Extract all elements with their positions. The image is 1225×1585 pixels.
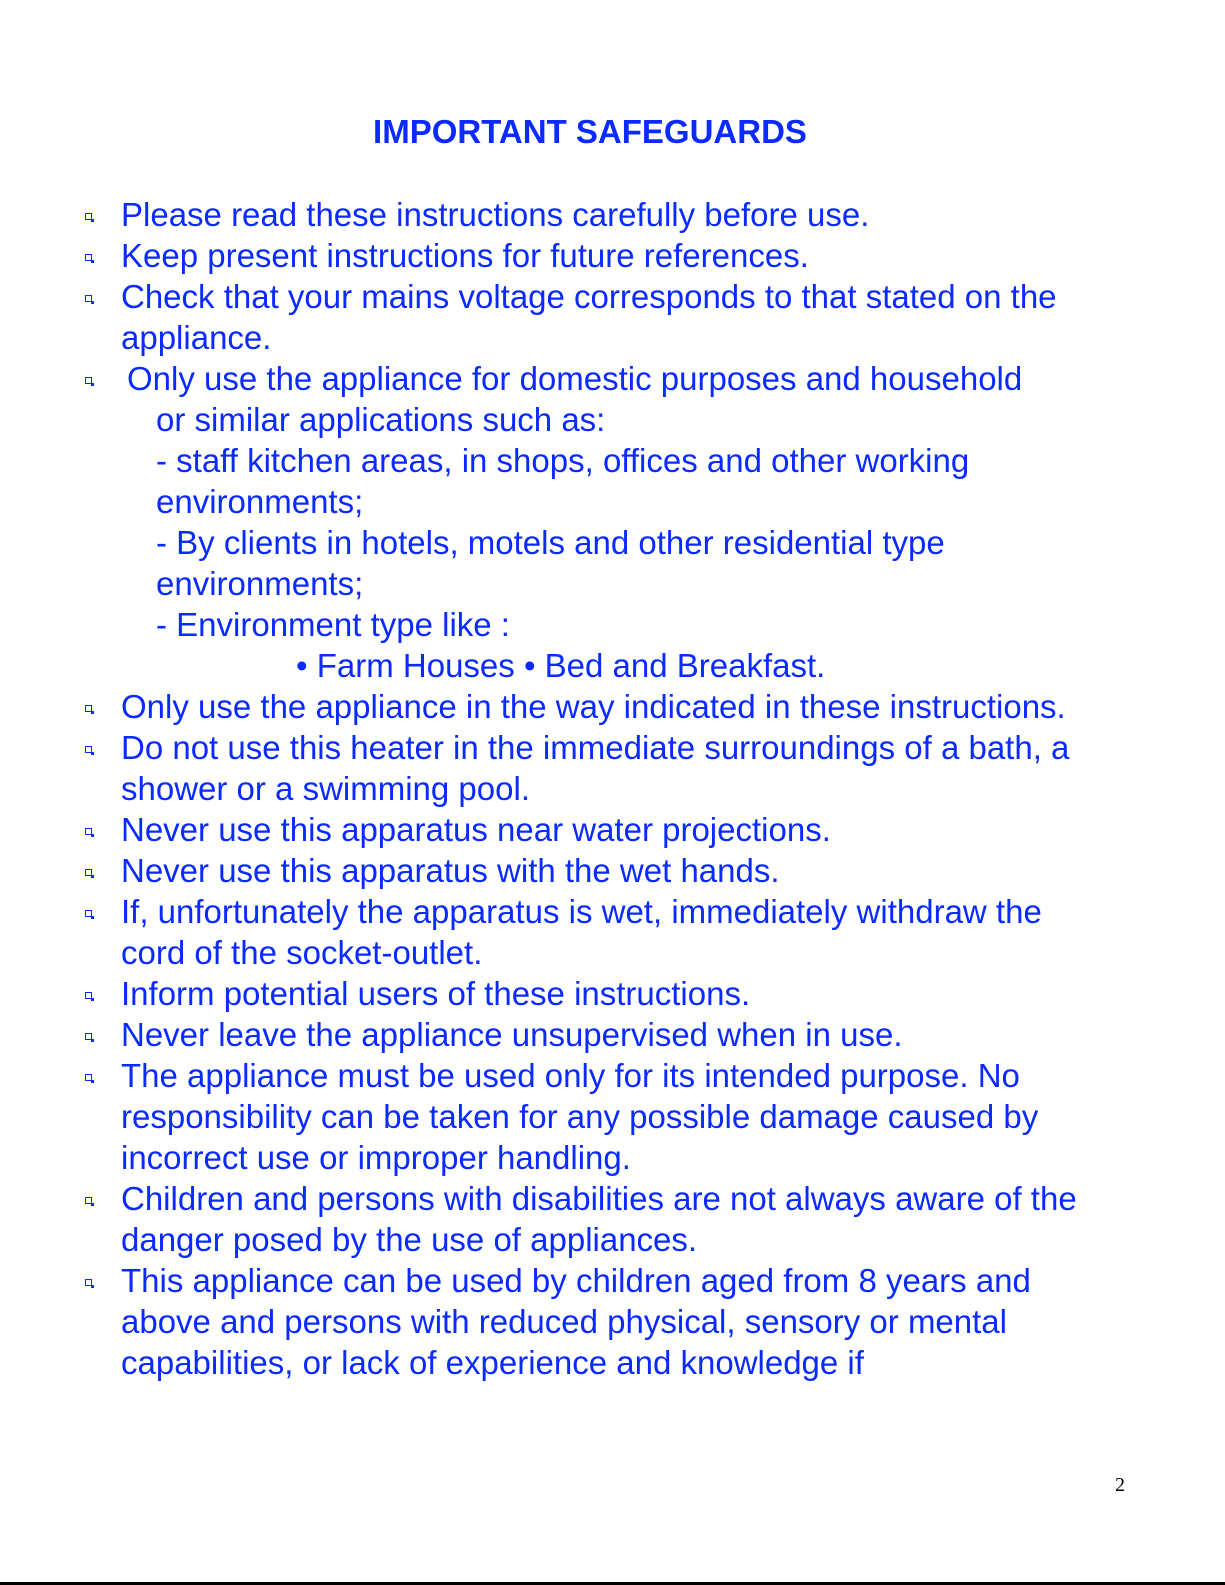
list-item-text: Check that your mains voltage corresponds to that stated on the appliance. bbox=[121, 278, 1057, 356]
list-item-text: Inform potential users of these instructions. bbox=[121, 975, 751, 1012]
checkbox-bullet-icon bbox=[85, 869, 92, 876]
list-item bbox=[0, 1260, 1101, 1383]
checkbox-bullet-icon bbox=[85, 213, 92, 220]
list-item-text: Do not use this heater in the immediate surroundings of a bath, a shower or a swimming pool. bbox=[121, 729, 1070, 807]
checkbox-bullet-icon bbox=[85, 1197, 92, 1204]
list-item-text: Never leave the appliance unsupervised when in use. bbox=[121, 1016, 903, 1053]
list-item bbox=[0, 235, 1101, 276]
list-item-text: Only use the appliance for domestic purposes and household bbox=[127, 360, 1023, 397]
list-item bbox=[0, 686, 1101, 727]
list-item-subline: - By clients in hotels, motels and other residential type environments; bbox=[156, 524, 945, 602]
list-item-text: Children and persons with disabilities are not always aware of the danger posed by the use of appliances. bbox=[121, 1180, 1077, 1258]
list-item-text: Please read these instructions carefully before use. bbox=[121, 196, 870, 233]
checkbox-bullet-icon bbox=[85, 1074, 92, 1081]
list-item bbox=[0, 194, 1101, 235]
checkbox-bullet-icon bbox=[85, 1279, 92, 1286]
list-item bbox=[0, 1178, 1101, 1260]
safeguards-list bbox=[0, 194, 1225, 1383]
list-item-text: Keep present instructions for future references. bbox=[121, 237, 809, 274]
checkbox-bullet-icon bbox=[85, 1033, 92, 1040]
checkbox-bullet-icon bbox=[85, 254, 92, 261]
list-item-subline: - staff kitchen areas, in shops, offices and other working environments; bbox=[156, 442, 970, 520]
list-item-subline: or similar applications such as: bbox=[156, 401, 606, 438]
list-item bbox=[0, 358, 1121, 686]
checkbox-bullet-icon bbox=[85, 992, 92, 999]
list-item-subline: - Environment type like : bbox=[156, 606, 510, 643]
list-item-text: This appliance can be used by children aged from 8 years and above and persons with reduced physical, sensory or mental capabilities, or lack of experience and knowledge if bbox=[121, 1262, 1031, 1381]
checkbox-bullet-icon bbox=[85, 746, 92, 753]
page-number: 2 bbox=[1115, 1474, 1125, 1496]
checkbox-bullet-icon bbox=[85, 377, 92, 384]
list-item bbox=[0, 276, 1101, 358]
list-item-text: The appliance must be used only for its intended purpose. No responsibility can be taken for any possible damage caused by incorrect use or improper handling. bbox=[121, 1057, 1039, 1176]
list-item bbox=[0, 809, 1101, 850]
list-item bbox=[0, 891, 1101, 973]
list-item bbox=[0, 1055, 1101, 1178]
checkbox-bullet-icon bbox=[85, 910, 92, 917]
list-item-text: Only use the appliance in the way indicated in these instructions. bbox=[121, 688, 1066, 725]
checkbox-bullet-icon bbox=[85, 295, 92, 302]
checkbox-bullet-icon bbox=[85, 705, 92, 712]
list-item bbox=[0, 1014, 1101, 1055]
list-item bbox=[0, 973, 1101, 1014]
page-title: IMPORTANT SAFEGUARDS bbox=[373, 113, 807, 150]
list-item-text: If, unfortunately the apparatus is wet, immediately withdraw the cord of the socket-outlet. bbox=[121, 893, 1042, 971]
environment-types: • Farm Houses • Bed and Breakfast. bbox=[296, 647, 826, 684]
list-item-text: Never use this apparatus with the wet hands. bbox=[121, 852, 780, 889]
list-item bbox=[0, 850, 1101, 891]
checkbox-bullet-icon bbox=[85, 828, 92, 835]
list-item-text: Never use this apparatus near water projections. bbox=[121, 811, 831, 848]
list-item bbox=[0, 727, 1101, 809]
